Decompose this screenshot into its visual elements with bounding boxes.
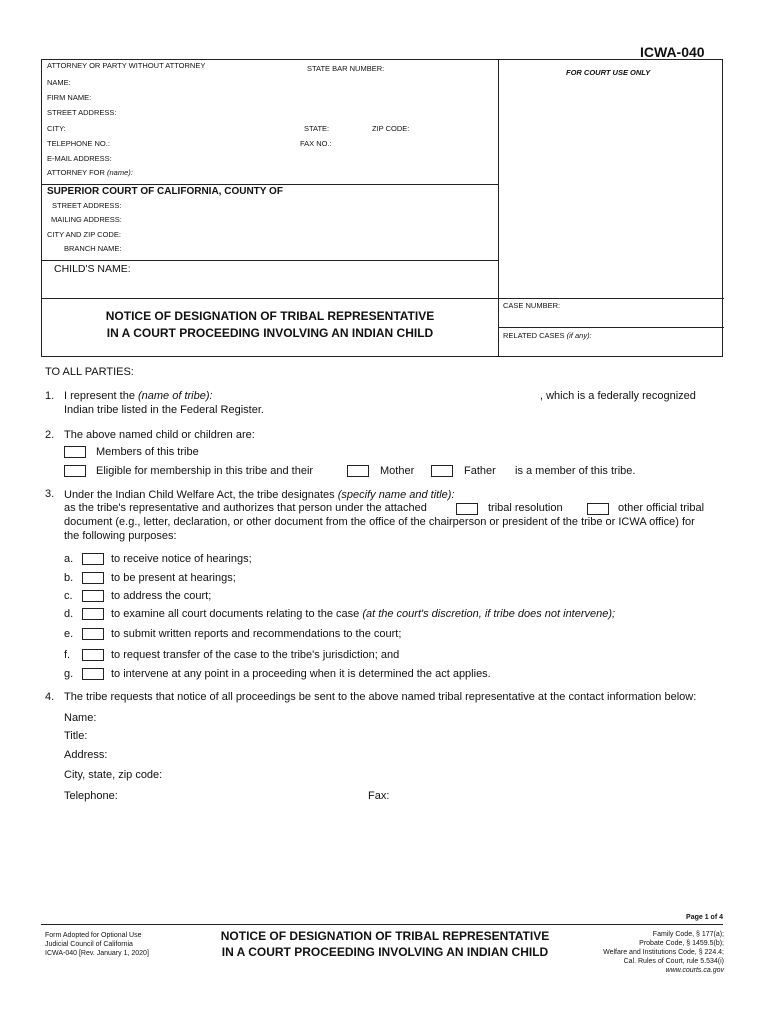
case-number-label: CASE NUMBER: (503, 301, 561, 310)
tribal-resolution-label: tribal resolution (488, 502, 563, 514)
caption-box (41, 59, 723, 357)
item3-text-d: the following purposes: (64, 530, 177, 542)
purpose-checkbox[interactable] (82, 590, 104, 602)
court-divider (42, 184, 498, 185)
item4-number: 4. (45, 691, 55, 703)
eligible-label: Eligible for membership in this tribe and their (96, 465, 314, 477)
purpose-text: to receive notice of hearings; (111, 553, 252, 565)
rep-name-label: Name: (64, 712, 97, 724)
court-label: SUPERIOR COURT OF CALIFORNIA, COUNTY OF (47, 186, 283, 197)
footer-adoption: Form Adopted for Optional Use Judicial Council of California ICWA-040 [Rev. January 1, 2020] (45, 932, 149, 957)
eligible-checkbox[interactable] (64, 465, 86, 477)
telephone-label: TELEPHONE NO.: (47, 139, 110, 148)
item2-tail: is a member of this tribe. (515, 465, 636, 477)
fax-label: FAX NO.: (300, 139, 332, 148)
case-divider (498, 327, 724, 328)
item1-text: I represent the (name of tribe): (64, 390, 213, 402)
purpose-text: to examine all court documents relating to the case (at the court's discretion, if tribe does not intervene); (111, 608, 616, 620)
court-mailing-label: MAILING ADDRESS: (51, 215, 122, 224)
purpose-letter: d. (64, 608, 74, 620)
court-cityzip-label: CITY AND ZIP CODE: (47, 230, 121, 239)
purpose-text: to be present at hearings; (111, 572, 236, 584)
related-cases-label: RELATED CASES (if any): (503, 331, 592, 340)
purpose-checkbox[interactable] (82, 572, 104, 584)
mother-label: Mother (380, 465, 415, 477)
zip-label: ZIP CODE: (372, 124, 410, 133)
purpose-checkbox[interactable] (82, 649, 104, 661)
firm-label: FIRM NAME: (47, 93, 92, 102)
form-code: ICWA-040 (640, 44, 705, 60)
rep-fax-label: Fax: (368, 790, 390, 802)
item2-number: 2. (45, 429, 55, 441)
purpose-text: to address the court; (111, 590, 212, 602)
caption-divider (498, 60, 499, 357)
form-title: NOTICE OF DESIGNATION OF TRIBAL REPRESENTATIVE IN A COURT PROCEEDING INVOLVING AN INDIAN CHILD (105, 309, 435, 340)
purpose-text: to intervene at any point in a proceeding when it is determined the act applies. (111, 668, 491, 680)
child-divider (42, 260, 498, 261)
other-document-checkbox[interactable] (587, 503, 609, 515)
purpose-letter: c. (64, 590, 73, 602)
purpose-letter: f. (64, 649, 71, 661)
tribal-resolution-checkbox[interactable] (456, 503, 478, 515)
item2-text: The above named child or children are: (64, 429, 255, 441)
purpose-checkbox[interactable] (82, 668, 104, 680)
item1-text-c: Indian tribe listed in the Federal Register. (64, 404, 264, 416)
purpose-letter: e. (64, 628, 74, 640)
mother-checkbox[interactable] (347, 465, 369, 477)
attorney-label: ATTORNEY OR PARTY WITHOUT ATTORNEY (47, 61, 206, 70)
court-use-label: FOR COURT USE ONLY (566, 68, 651, 77)
purpose-checkbox[interactable] (82, 628, 104, 640)
purpose-checkbox[interactable] (82, 608, 104, 620)
rep-telephone-label: Telephone: (64, 790, 118, 802)
court-branch-label: BRANCH NAME: (64, 244, 122, 253)
footer-title: NOTICE OF DESIGNATION OF TRIBAL REPRESENTATIVE IN A COURT PROCEEDING INVOLVING AN INDIAN CHILD (220, 929, 550, 959)
child-name-label: CHILD'S NAME: (54, 263, 131, 275)
purpose-letter: a. (64, 553, 74, 565)
item4-text: The tribe requests that notice of all proceedings be sent to the above named tribal representative at the contact information below: (64, 691, 697, 703)
street-label: STREET ADDRESS: (47, 108, 117, 117)
item3-text-a: Under the Indian Child Welfare Act, the tribe designates (specify name and title): (64, 489, 455, 501)
item3-number: 3. (45, 488, 55, 500)
rep-title-label: Title: (64, 730, 88, 742)
item3-text-c: document (e.g., letter, declaration, or other document from the office of the chairperson or president of the tribe or ICWA office) for (64, 516, 695, 528)
title-divider (42, 298, 724, 299)
rep-address-label: Address: (64, 749, 108, 761)
page-number: Page 1 of 4 (686, 914, 723, 921)
court-street-label: STREET ADDRESS: (52, 201, 122, 210)
item1-text-b: , which is a federally recognized (540, 390, 696, 402)
item3-text-b: as the tribe's representative and authorizes that person under the attached (64, 502, 427, 514)
footer-rule (41, 924, 723, 925)
rep-city-label: City, state, zip code: (64, 769, 163, 781)
purpose-text: to submit written reports and recommendations to the court; (111, 628, 402, 640)
name-label: NAME: (47, 78, 71, 87)
purpose-letter: b. (64, 572, 74, 584)
attorney-for-label: ATTORNEY FOR (name): (47, 168, 133, 177)
father-checkbox[interactable] (431, 465, 453, 477)
to-all-parties: TO ALL PARTIES: (45, 366, 134, 378)
members-label: Members of this tribe (96, 446, 199, 458)
purpose-checkbox[interactable] (82, 553, 104, 565)
state-bar-label: STATE BAR NUMBER: (307, 64, 385, 73)
footer-citations: Family Code, § 177(a); Probate Code, § 1459.5(b); Welfare and Institutions Code, § 224.4; Cal. Rules of Court, rule 5.534(i) www.courts.ca.gov (603, 931, 724, 974)
purpose-letter: g. (64, 668, 74, 680)
city-label: CITY: (47, 124, 66, 133)
email-label: E-MAIL ADDRESS: (47, 154, 112, 163)
other-document-label: other official tribal (618, 502, 705, 514)
courts-website-link[interactable]: www.courts.ca.gov (665, 967, 724, 974)
state-label: STATE: (304, 124, 330, 133)
purpose-text: to request transfer of the case to the tribe's jurisdiction; and (111, 649, 400, 661)
item1-number: 1. (45, 390, 55, 402)
father-label: Father (464, 465, 496, 477)
members-checkbox[interactable] (64, 446, 86, 458)
